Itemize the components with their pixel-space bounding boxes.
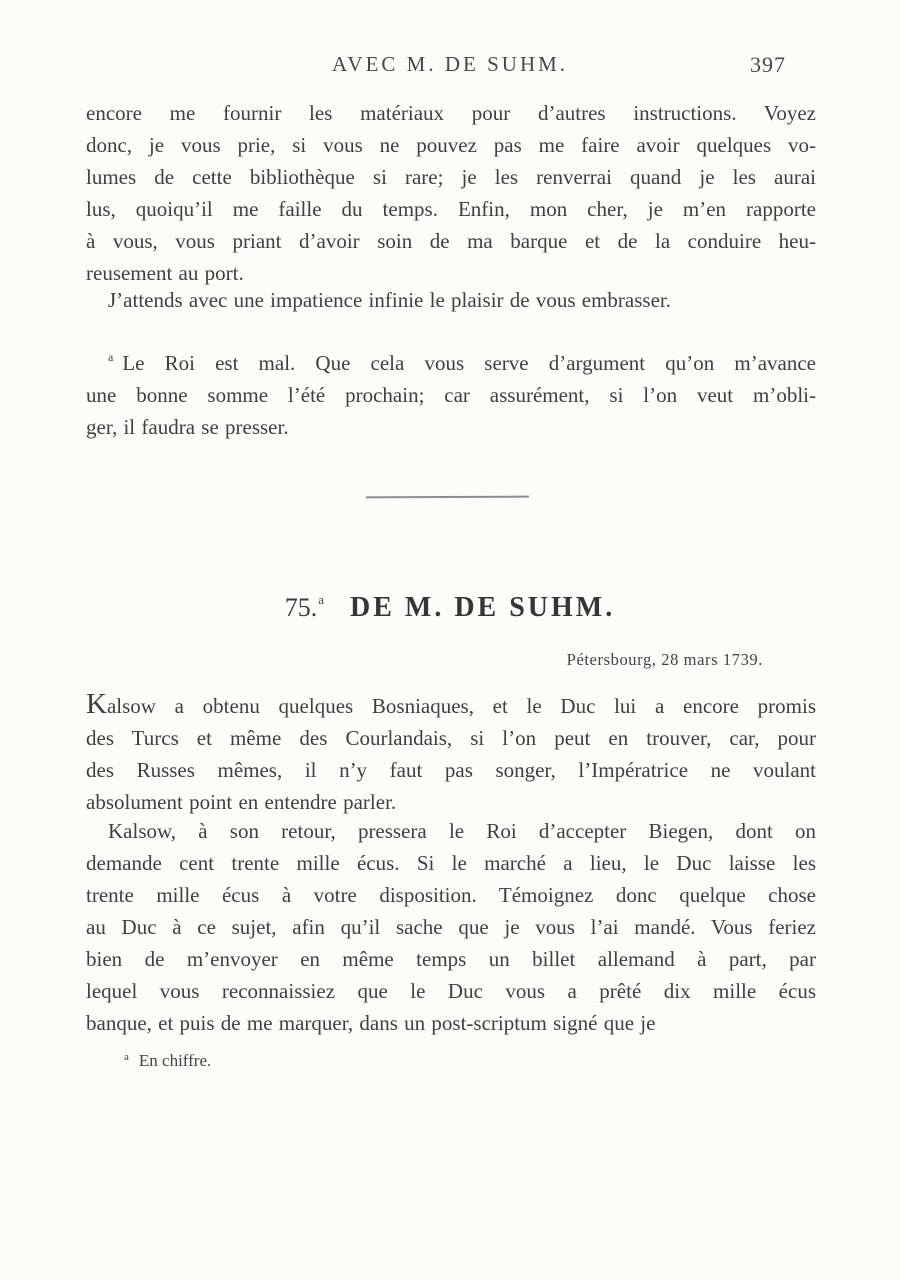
text-line: lequel vous reconnaissiez que le Duc vous a prêté dix mille écus [86,979,816,1003]
text-line [86,347,816,379]
letter75-footnote [124,1051,211,1071]
text-line: bien de m’envoyer en même temps un billet allemand à part, par [86,947,816,971]
letter75-paragraph-1 [86,690,816,818]
text-line: des Turcs et même des Courlandais, si l’on peut en trouver, car, pour [86,726,816,750]
text-line: une bonne somme l’été prochain; car assurément, si l’on veut m’obli- [86,383,816,407]
letter-title: DE M. DE SUHM. [350,592,616,623]
footnote-marker: a [108,350,114,364]
letter74-paragraph-2 [86,284,816,316]
text-line: trente mille écus à votre disposition. Témoignez donc quelque chose [86,883,816,907]
page-number: 397 [750,52,786,77]
running-header-title: AVEC M. DE SUHM. [331,52,569,76]
text-line: à vous, vous priant d’avoir soin de ma barque et de la conduire heu- [86,229,816,253]
footnote-marker: a [124,1051,129,1063]
text-line: Kalsow, à son retour, pressera le Roi d’accepter Biegen, dont on [108,819,816,843]
text-line-rest: alsow a obtenu quelques Bosniaques, et le Duc lui a encore promis [106,694,816,718]
letter74-paragraph-1 [86,97,816,289]
text-line: J’attends avec une impatience infinie le plaisir de vous embrasser. [108,288,671,312]
text-line: reusement au port. [86,261,244,285]
letter-number-footnote-marker: a [318,592,325,607]
footnote-text: Le Roi est mal. Que cela vous serve d’argument qu’on m’avance [122,351,816,375]
text-line: lus, quoiqu’il me faille du temps. Enfin, mon cher, je m’en rapporte [86,197,816,221]
footnote-text: En chiffre. [138,1051,212,1070]
text-line: des Russes mêmes, il n’y faut pas songer, l’Impératrice ne voulant [86,758,816,782]
text-line: au Duc à ce sujet, afin qu’il sache que je vous l’ai mandé. Vous feriez [86,915,816,939]
text-line: absolument point en entendre parler. [86,790,397,814]
section-divider-rule [366,496,529,499]
text-line [86,690,816,722]
letter-heading [0,592,900,624]
text-line: banque, et puis de me marquer, dans un post-scriptum signé que je [86,1011,656,1035]
letter74-footnote [86,347,816,443]
text-line: encore me fournir les matériaux pour d’autres instructions. Voyez [86,101,816,125]
text-line: lumes de cette bibliothèque si rare; je les renverrai quand je les aurai [86,165,816,189]
text-line: demande cent trente mille écus. Si le marché a lieu, le Duc laisse les [86,851,816,875]
letter-dateline: Pétersbourg, 28 mars 1739. [566,650,763,669]
initial-capital: K [86,690,107,720]
text-line: donc, je vous prie, si vous ne pouvez pas me faire avoir quelques vo- [86,133,816,157]
letter75-paragraph-2 [86,815,816,1039]
text-line: ger, il faudra se presser. [86,415,289,439]
letter-number: 75. [284,593,318,622]
